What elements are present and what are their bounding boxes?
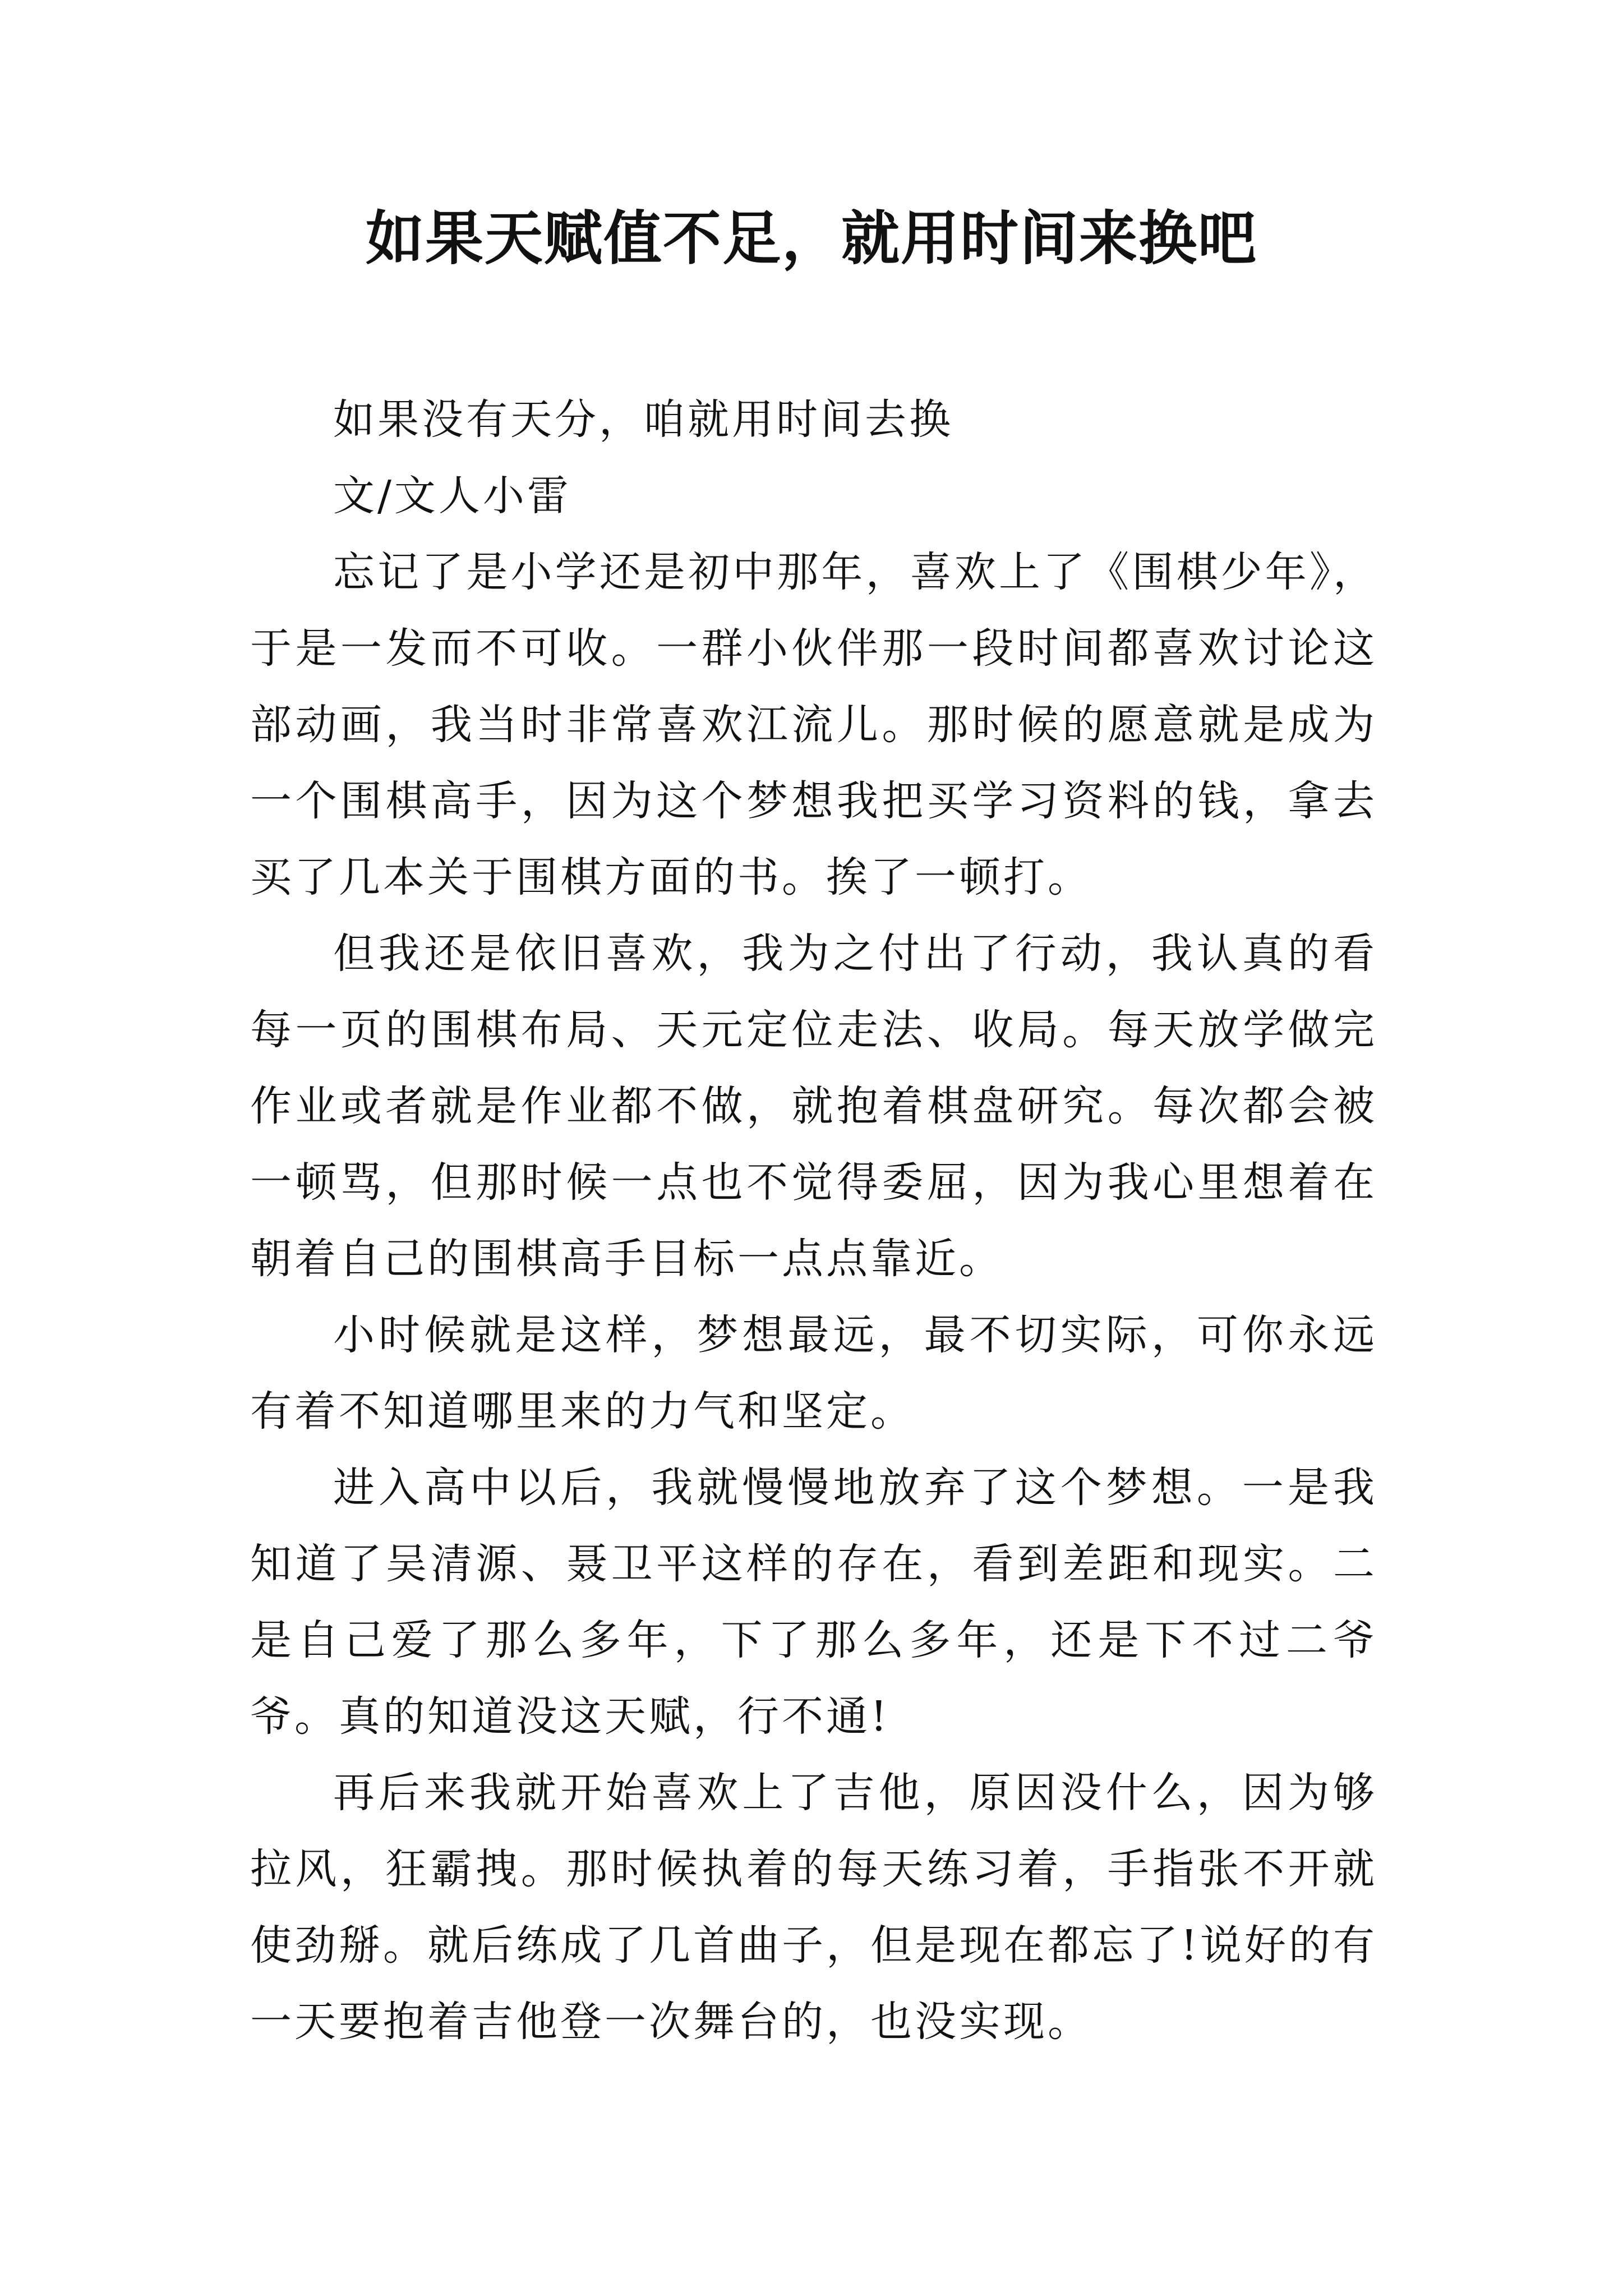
- paragraph: 但我还是依旧喜欢，我为之付出了行动，我认真的看每一页的围棋布局、天元定位走法、收局。每天放学做完作业或者就是作业都不做，就抱着棋盘研究。每次都会被一顿骂，但那时候一点也不觉得委屈，因为我心里想着在朝着自己的围棋高手目标一点点靠近。: [250, 930, 1377, 1283]
- paragraph: 忘记了是小学还是初中那年，喜欢上了《围棋少年》，于是一发而不可收。一群小伙伴那一段时间都喜欢讨论这部动画，我当时非常喜欢江流儿。那时候的愿意就是成为一个围棋高手，因为这个梦想我把买学习资料的钱，拿去买了几本关于围棋方面的书。挨了一顿打。: [250, 548, 1377, 901]
- paragraph: 小时候就是这样，梦想最远，最不切实际，可你永远有着不知道哪里来的力气和坚定。: [250, 1311, 1377, 1435]
- paragraph: 再后来我就开始喜欢上了吉他，原因没什么，因为够拉风，狂霸拽。那时候执着的每天练习着，手指张不开就使劲掰。就后练成了几首曲子，但是现在都忘了!说好的有一天要抱着吉他登一次舞台的，也没实现。: [250, 1769, 1377, 2046]
- paragraph: 进入高中以后，我就慢慢地放弃了这个梦想。一是我知道了吴清源、聂卫平这样的存在，看到差距和现实。二是自己爱了那么多年，下了那么多年，还是下不过二爷爷。真的知道没这天赋，行不通!: [250, 1464, 1377, 1741]
- subtitle-line: 如果没有天分，咱就用时间去换: [333, 395, 953, 444]
- document-body: [250, 381, 1377, 2060]
- author-line: 文/文人小雷: [333, 472, 571, 520]
- document-title: 如果天赋值不足，就用时间来换吧: [365, 204, 1257, 273]
